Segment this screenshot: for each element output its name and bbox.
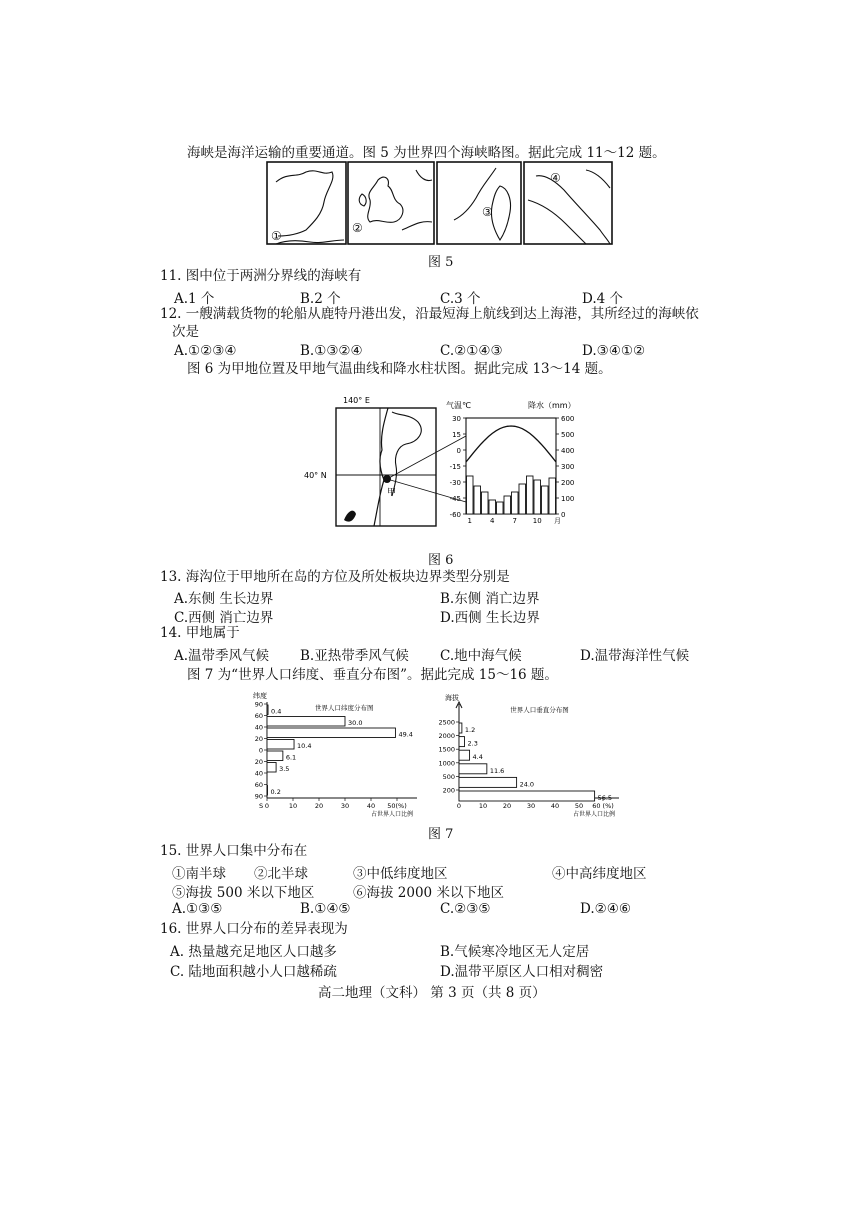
chart-xlabel: 占世界人口比例 xyxy=(370,811,413,818)
fig6-lon-label: 140° E xyxy=(343,396,370,405)
fig6-temp-curve xyxy=(466,426,556,462)
chart-bar-label: 0.2 xyxy=(270,788,281,796)
chart-y-tick: 40 xyxy=(254,769,263,778)
chart-x-tick: 30 xyxy=(340,802,350,810)
fig6-precip-tick: 100 xyxy=(561,495,575,503)
fig6-precip-axis-title: 降水（mm） xyxy=(528,401,576,410)
fig6-temp-tick: 0 xyxy=(456,447,461,455)
fig6-precip-tick: 0 xyxy=(561,511,566,519)
chart-x-tick: 0 xyxy=(264,802,270,810)
q12-option-b[interactable]: B.①③②④ xyxy=(300,343,363,359)
chart-y-tick: 1500 xyxy=(438,745,455,754)
q13-option-b[interactable]: B.东侧 消亡边界 xyxy=(440,591,540,607)
chart-bar xyxy=(267,786,268,796)
chart-xlabel: 占世界人口比例 xyxy=(572,811,615,818)
q12-stem-line1: 12. 一艘满载货物的轮船从鹿特丹港出发，沿最短海上航线到达上海港，其所经过的海峡依 xyxy=(160,306,699,322)
q11-option-a[interactable]: A.1 个 xyxy=(174,291,215,307)
chart-title: 世界人口纬度分布图 xyxy=(315,704,374,712)
fig6-month-unit: 月 xyxy=(554,517,561,525)
q15-option-d[interactable]: D.②④⑥ xyxy=(580,901,631,917)
chart-y-tick: 90 xyxy=(254,792,263,801)
fig6-temp-tick: -60 xyxy=(449,511,461,519)
chart-y-tick: 2000 xyxy=(438,732,455,741)
fig5-strait-maps xyxy=(266,160,614,246)
chart-bar xyxy=(267,740,294,750)
chart-bar xyxy=(267,751,283,761)
fig6-precip-bar xyxy=(474,486,481,514)
q15-item-5: ⑤海拔 500 米以下地区 xyxy=(172,885,315,901)
q16-option-b[interactable]: B.气候寒冷地区无人定居 xyxy=(440,944,590,960)
q16-option-c[interactable]: C. 陆地面积越小人口越稀疏 xyxy=(170,964,337,980)
fig6-figure xyxy=(300,392,590,532)
chart-bar-label: 11.6 xyxy=(489,766,505,775)
chart-x-tick: 10 xyxy=(288,802,298,810)
chart-y-tick: 200 xyxy=(442,786,455,795)
fig6-place-label: 甲 xyxy=(387,488,397,498)
fig6-temp-axis-title: 气温℃ xyxy=(446,401,471,410)
fig6-caption: 图 6 xyxy=(428,553,454,568)
chart-bar xyxy=(459,791,595,801)
chart-x-tick: 40 xyxy=(550,802,560,810)
fig6-intro: 图 6 为甲地位置及甲地气温曲线和降水柱状图。据此完成 13～14 题。 xyxy=(187,361,612,377)
chart-x-tick: 20 xyxy=(314,802,324,810)
chart-y-tick: 60 xyxy=(254,781,263,789)
chart-bar-label: 0.4 xyxy=(271,707,282,716)
q11-option-d[interactable]: D.4 个 xyxy=(582,291,624,307)
q14-option-c[interactable]: C.地中海气候 xyxy=(440,648,522,664)
chart-y-tick: 20 xyxy=(254,758,263,766)
fig6-temp-tick: -45 xyxy=(449,495,461,503)
q16-option-d[interactable]: D.温带平原区人口相对稠密 xyxy=(440,964,604,980)
fig6-precip-bar xyxy=(534,480,541,514)
fig6-lat-label: 40° N xyxy=(304,471,327,480)
chart-y-tick: 0 xyxy=(258,746,263,755)
fig6-precip-tick: 600 xyxy=(561,415,575,423)
q12-option-c[interactable]: C.②①④③ xyxy=(440,343,503,359)
fig5-marker-2: ② xyxy=(352,221,363,235)
chart-bar xyxy=(267,705,268,715)
chart-south-label: S xyxy=(259,802,264,810)
fig6-precip-bar xyxy=(497,502,504,514)
q15-stem: 15. 世界人口集中分布在 xyxy=(160,843,308,859)
chart-x-tick: 0 xyxy=(456,802,462,810)
chart-bar xyxy=(267,717,345,727)
chart-bar xyxy=(459,737,465,747)
fig6-precip-bar xyxy=(549,478,556,514)
chart-bar-label: 49.4 xyxy=(398,730,413,739)
chart-y-tick: 40 xyxy=(254,723,263,732)
q11-stem: 11. 图中位于两洲分界线的海峡有 xyxy=(160,268,362,284)
fig5-marker-3: ③ xyxy=(482,205,493,219)
chart-bar-label: 30.0 xyxy=(348,719,363,727)
fig6-precip-bar xyxy=(527,476,534,514)
fig6-precip-bar xyxy=(489,500,496,514)
q15-item-2: ②北半球 xyxy=(254,866,308,882)
fig6-month-tick: 10 xyxy=(532,517,542,525)
q15-item-6: ⑥海拔 2000 米以下地区 xyxy=(353,885,504,901)
q14-option-d[interactable]: D.温带海洋性气候 xyxy=(580,648,690,664)
fig5-marker-4: ④ xyxy=(550,171,561,185)
chart-x-tick: 20 xyxy=(502,802,512,810)
chart-ylabel: 纬度 xyxy=(253,692,267,700)
fig6-precip-bar xyxy=(504,496,511,514)
fig6-temp-tick: 15 xyxy=(452,431,461,439)
q13-option-d[interactable]: D.西侧 生长边界 xyxy=(440,610,540,626)
q14-option-a[interactable]: A.温带季风气候 xyxy=(174,648,270,664)
chart-x-tick: 30 xyxy=(526,802,536,810)
chart-bar xyxy=(459,764,487,774)
fig6-month-tick: 7 xyxy=(512,517,517,525)
q12-option-d[interactable]: D.③④①② xyxy=(582,343,646,359)
q15-option-c[interactable]: C.②③⑤ xyxy=(440,901,491,917)
q12-option-a[interactable]: A.①②③④ xyxy=(174,343,237,359)
fig7-intro: 图 7 为“世界人口纬度、垂直分布图”。据此完成 15～16 题。 xyxy=(187,667,558,683)
fig6-temp-tick: -15 xyxy=(449,463,461,471)
chart-bar-label: 10.4 xyxy=(297,742,312,750)
chart-bar-label: 4.4 xyxy=(472,753,483,762)
chart-y-tick: 500 xyxy=(442,772,455,781)
chart-bar xyxy=(459,777,517,787)
chart-y-tick: 2500 xyxy=(438,718,455,727)
q15-item-4: ④中高纬度地区 xyxy=(552,866,647,882)
page-footer: 高二地理（文科） 第 3 页（共 8 页） xyxy=(318,985,546,1001)
fig7-latitude-chart xyxy=(253,691,417,818)
fig6-precip-tick: 300 xyxy=(561,463,575,471)
fig7-charts xyxy=(245,688,625,818)
fig6-month-tick: 4 xyxy=(490,517,495,525)
chart-bar xyxy=(267,763,276,773)
chart-x-tick: 50 xyxy=(574,802,584,810)
chart-bar xyxy=(459,723,462,733)
q14-option-b[interactable]: B.亚热带季风气候 xyxy=(300,648,409,664)
chart-y-tick: 1000 xyxy=(438,759,455,768)
q13-option-c[interactable]: C.西侧 消亡边界 xyxy=(174,610,274,626)
chart-x-tick: 60 (%) xyxy=(592,802,614,810)
fig6-precip-bar xyxy=(512,492,519,514)
q11-option-c[interactable]: C.3 个 xyxy=(440,291,481,307)
fig7-altitude-chart xyxy=(438,693,619,818)
chart-y-tick: 90 xyxy=(254,700,263,709)
q15-option-b[interactable]: B.①④⑤ xyxy=(300,901,351,917)
chart-bar-label: 2.3 xyxy=(467,739,478,748)
chart-ylabel: 海拔 xyxy=(445,694,459,702)
fig6-temp-tick: -30 xyxy=(449,479,461,487)
fig5-panel-3 xyxy=(437,162,521,244)
fig5-marker-1: ① xyxy=(271,229,282,243)
chart-x-tick: 40 xyxy=(366,802,376,810)
chart-bar xyxy=(459,750,470,760)
fig6-climate-chart xyxy=(446,400,576,525)
fig6-precip-bar xyxy=(519,484,526,514)
fig7-caption: 图 7 xyxy=(428,827,454,842)
chart-bar-label: 24.0 xyxy=(519,780,535,789)
q14-stem: 14. 甲地属于 xyxy=(160,625,240,641)
fig6-precip-tick: 500 xyxy=(561,431,575,439)
fig5-intro: 海峡是海洋运输的重要通道。图 5 为世界四个海峡略图。据此完成 11～12 题。 xyxy=(187,145,666,161)
fig6-temp-tick: 30 xyxy=(452,415,461,423)
fig6-precip-tick: 200 xyxy=(561,479,575,487)
fig6-map-frame xyxy=(336,408,436,526)
q13-stem: 13. 海沟位于甲地所在岛的方位及所处板块边界类型分别是 xyxy=(160,569,510,585)
chart-title: 世界人口垂直分布图 xyxy=(510,706,569,714)
q15-item-1: ①南半球 xyxy=(172,866,226,882)
chart-bar-label: 6.1 xyxy=(285,753,297,762)
q16-option-a[interactable]: A. 热量越充足地区人口越多 xyxy=(170,944,337,960)
q11-option-b[interactable]: B.2 个 xyxy=(300,291,341,307)
chart-bar-label: 1.2 xyxy=(464,726,476,734)
fig6-precip-bar xyxy=(482,492,489,514)
fig5-caption: 图 5 xyxy=(428,255,454,270)
q15-item-3: ③中低纬度地区 xyxy=(353,866,448,882)
q16-stem: 16. 世界人口分布的差异表现为 xyxy=(160,921,348,937)
q12-stem-line2: 次是 xyxy=(172,324,199,340)
q13-option-a[interactable]: A.东侧 生长边界 xyxy=(174,591,274,607)
chart-x-tick: 50(%) xyxy=(387,802,407,810)
fig6-precip-bar xyxy=(542,486,549,514)
chart-bar-label: 3.5 xyxy=(279,765,290,773)
fig6-month-tick: 1 xyxy=(467,517,472,525)
fig6-precip-bar xyxy=(467,476,474,514)
chart-y-tick: 60 xyxy=(254,712,263,720)
chart-x-tick: 10 xyxy=(478,802,488,810)
chart-y-tick: 20 xyxy=(254,735,263,743)
chart-bar xyxy=(267,728,395,738)
fig6-precip-tick: 400 xyxy=(561,447,575,455)
chart-bar-label: 56.5 xyxy=(597,794,613,802)
q15-option-a[interactable]: A.①③⑤ xyxy=(172,901,223,917)
